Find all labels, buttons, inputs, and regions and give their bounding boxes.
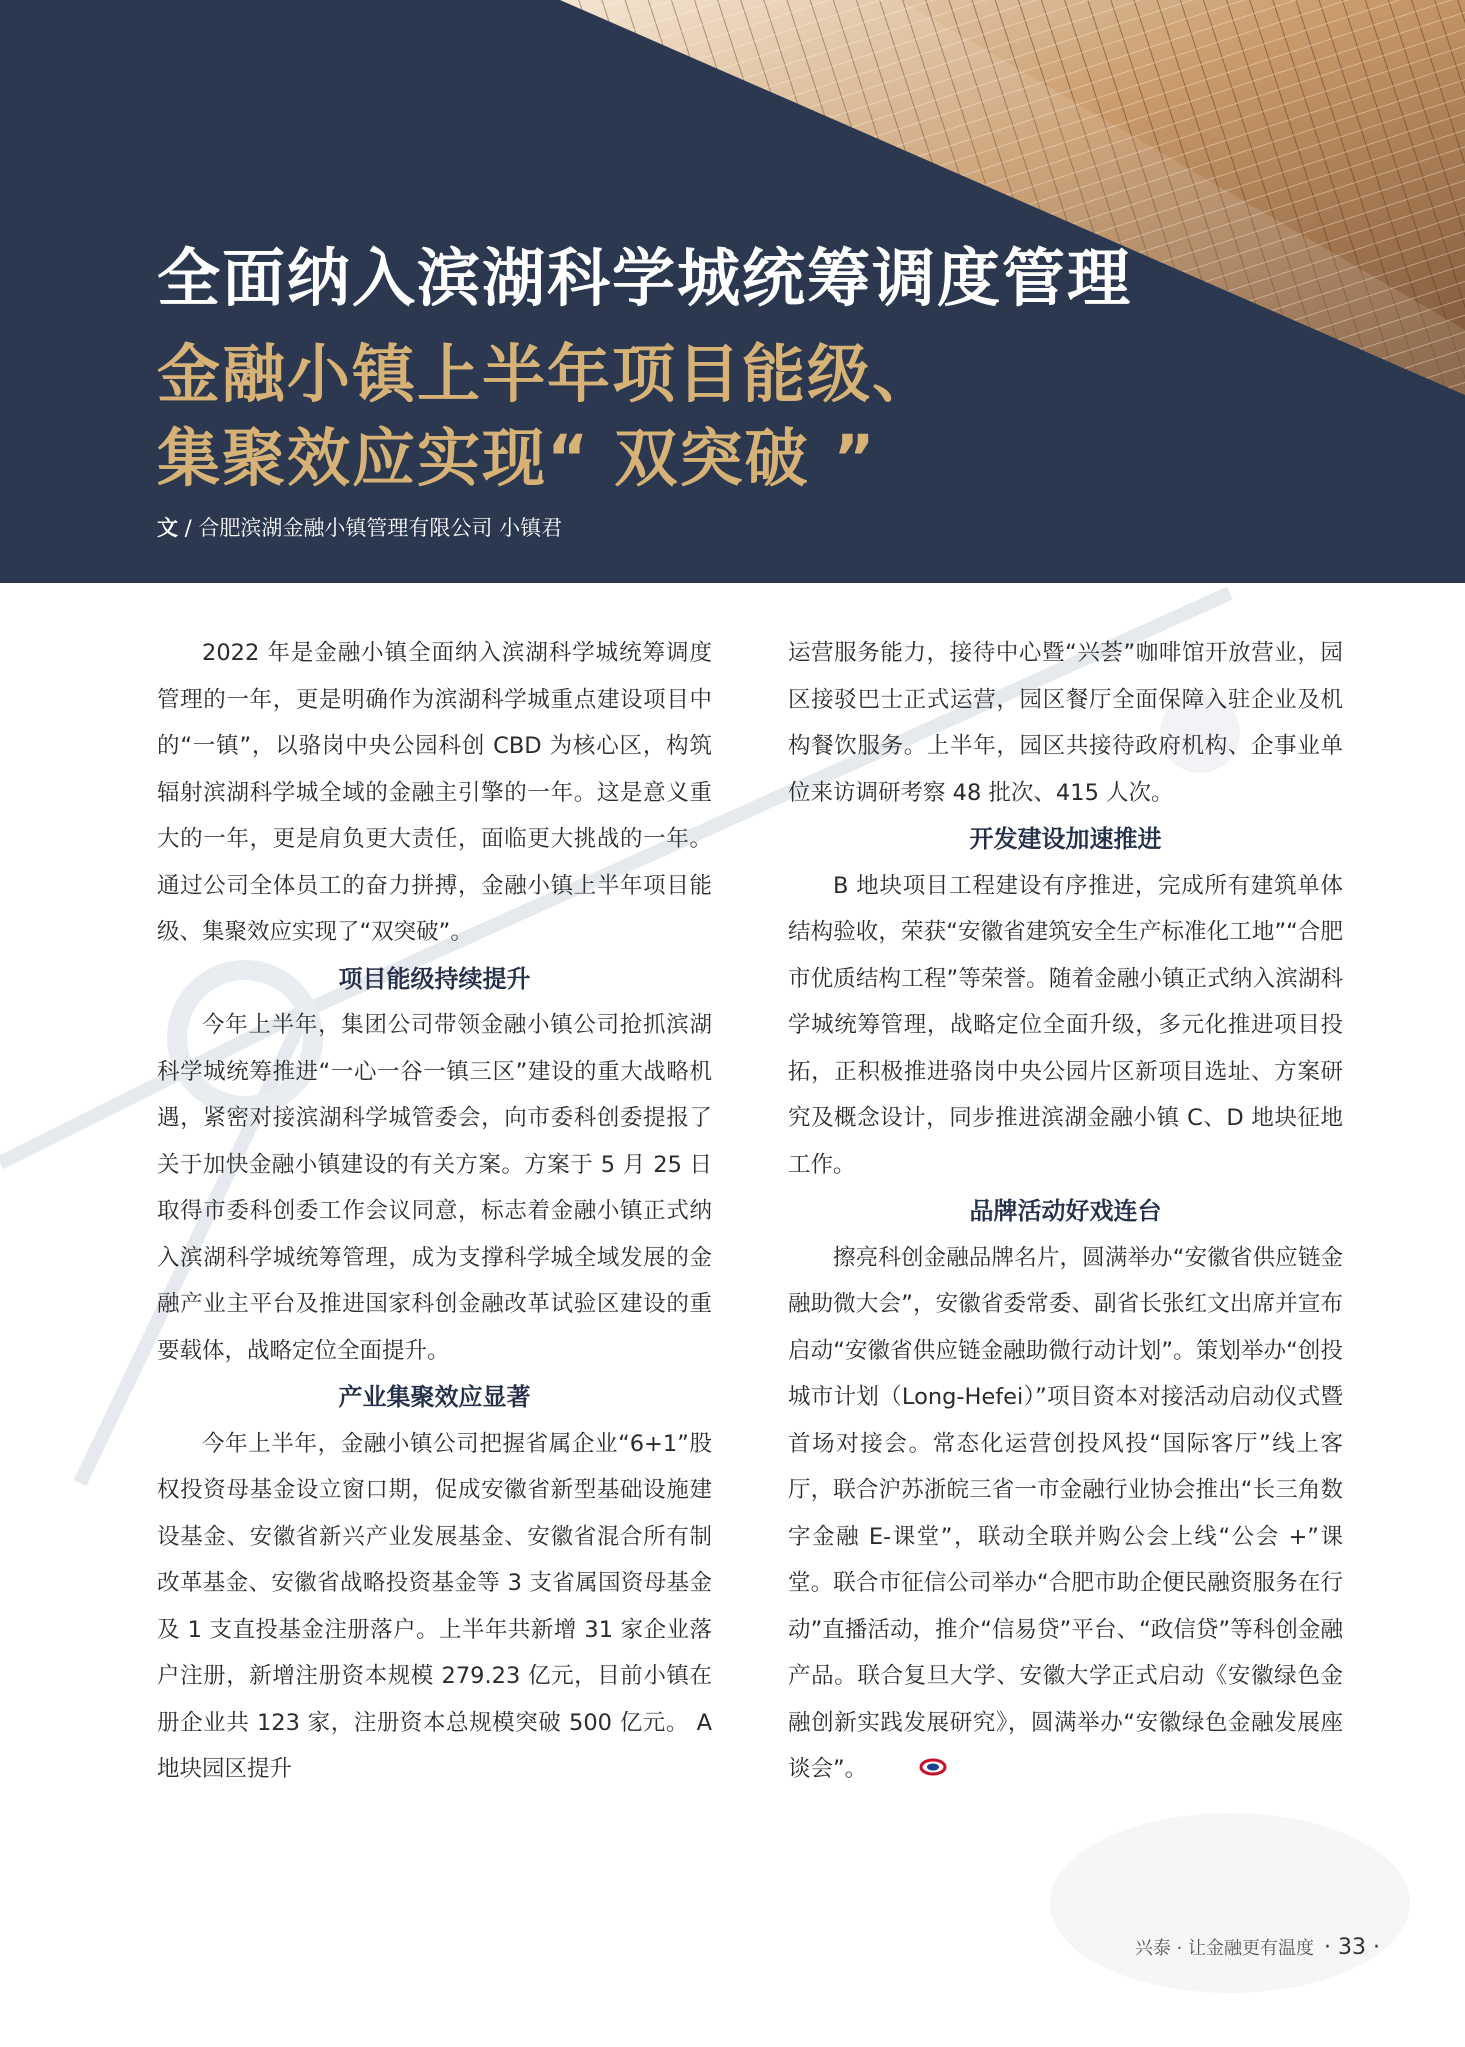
section-paragraph-brand-events: [788, 1235, 1343, 1793]
page-number: · 33 ·: [1324, 1935, 1380, 1960]
left-column: [157, 630, 712, 1793]
section-paragraph-project-level: 今年上半年，集团公司带领金融小镇公司抢抓滨湖科学城统筹推进“一心一谷一镇三区”建设的重大战略机遇，紧密对接滨湖科学城管委会，向市委科创委提报了关于加快金融小镇建设的有关方案。方案于 5 月 25 日取得市委科创委工作会议同意，标志着金融小镇正式纳入滨湖科学城统筹管理，成为支撑科学城全域发展的金融产业主平台及推进国家科创金融改革试验区建设的重要载体，战略定位全面提升。: [157, 1012, 712, 1364]
page-footer: [1135, 1934, 1380, 1960]
continued-paragraph: 运营服务能力，接待中心暨“兴荟”咖啡馆开放营业，园区接驳巴士正式运营，园区餐厅全面保障入驻企业及机构餐饮服务。上半年，园区共接待政府机构、企事业单位来访调研考察 48 批次、415 人次。: [788, 640, 1343, 806]
section-heading-brand-events: 品牌活动好戏连台: [969, 1197, 1162, 1225]
byline-text: / 合肥滨湖金融小镇管理有限公司 小镇君: [178, 516, 563, 540]
section-paragraph-industry-cluster: 今年上半年，金融小镇公司把握省属企业“6+1”股权投资母基金设立窗口期，促成安徽省新型基础设施建设基金、安徽省新兴产业发展基金、安徽省混合所有制改革基金、安徽省战略投资基金等 3 支省属国资母基金及 1 支直投基金注册落户。上半年共新增 31 家企业落户注册，新增注册资本规模 279.23 亿元，目前小镇在册企业共 123 家，注册资本总规模突破 500 亿元。 A 地块园区提升: [157, 1430, 712, 1782]
section-heading-project-level: 项目能级持续提升: [338, 964, 531, 993]
xingtai-logo-icon: [873, 1746, 948, 1793]
section-heading-industry-cluster: 产业集聚效应显著: [338, 1383, 531, 1411]
author-byline: [157, 512, 562, 542]
title-line-2: 金融小镇上半年项目能级、: [157, 338, 937, 411]
brand-events-text: 擦亮科创金融品牌名片，圆满举办“安徽省供应链金融助微大会”，安徽省委常委、副省长张红文出席并宣布启动“安徽省供应链金融助微行动计划”。策划举办“创投城市计划（Long-Hefei）”项目资本对接活动启动仪式暨首场对接会。常态化运营创投风投“国际客厅”线上客厅，联合沪苏浙皖三省一市金融行业协会推出“长三角数字金融 E-课堂”，联动全联并购公会上线“公会 +”课堂。联合市征信公司举办“合肥市助企便民融资服务在行动”直播活动，推介“信易贷”平台、“政信贷”等科创金融产品。联合复旦大学、安徽大学正式启动《安徽绿色金融创新实践发展研究》，圆满举办“安徽绿色金融发展座谈会”。: [788, 1244, 1343, 1782]
title-line-1: 全面纳入滨湖科学城统筹调度管理: [157, 242, 1132, 315]
right-column: [788, 630, 1343, 1793]
section-paragraph-construction: B 地块项目工程建设有序推进，完成所有建筑单体结构验收，荣获“安徽省建筑安全生产标准化工地”“合肥市优质结构工程”等荣誉。随着金融小镇正式纳入滨湖科学城统筹管理，战略定位全面升级，多元化推进项目投拓，正积极推进骆岗中央公园片区新项目选址、方案研究及概念设计，同步推进滨湖金融小镇 C、D 地块征地工作。: [788, 872, 1343, 1178]
section-heading-construction: 开发建设加速推进: [969, 825, 1162, 853]
intro-paragraph: 2022 年是金融小镇全面纳入滨湖科学城统筹调度管理的一年，更是明确作为滨湖科学城重点建设项目中的“一镇”，以骆岗中央公园科创 CBD 为核心区，构筑辐射滨湖科学城全域的金融主引擎的一年。这是意义重大的一年，更是肩负更大责任，面临更大挑战的一年。通过公司全体员工的奋力拼搏，金融小镇上半年项目能级、集聚效应实现了“双突破”。: [157, 640, 712, 945]
footer-slogan: 兴泰 · 让金融更有温度: [1134, 1938, 1315, 1959]
title-line-3: 集聚效应实现“ 双突破 ”: [157, 422, 877, 495]
byline-prefix: 文: [157, 516, 178, 540]
article-header-banner: [0, 0, 1465, 583]
